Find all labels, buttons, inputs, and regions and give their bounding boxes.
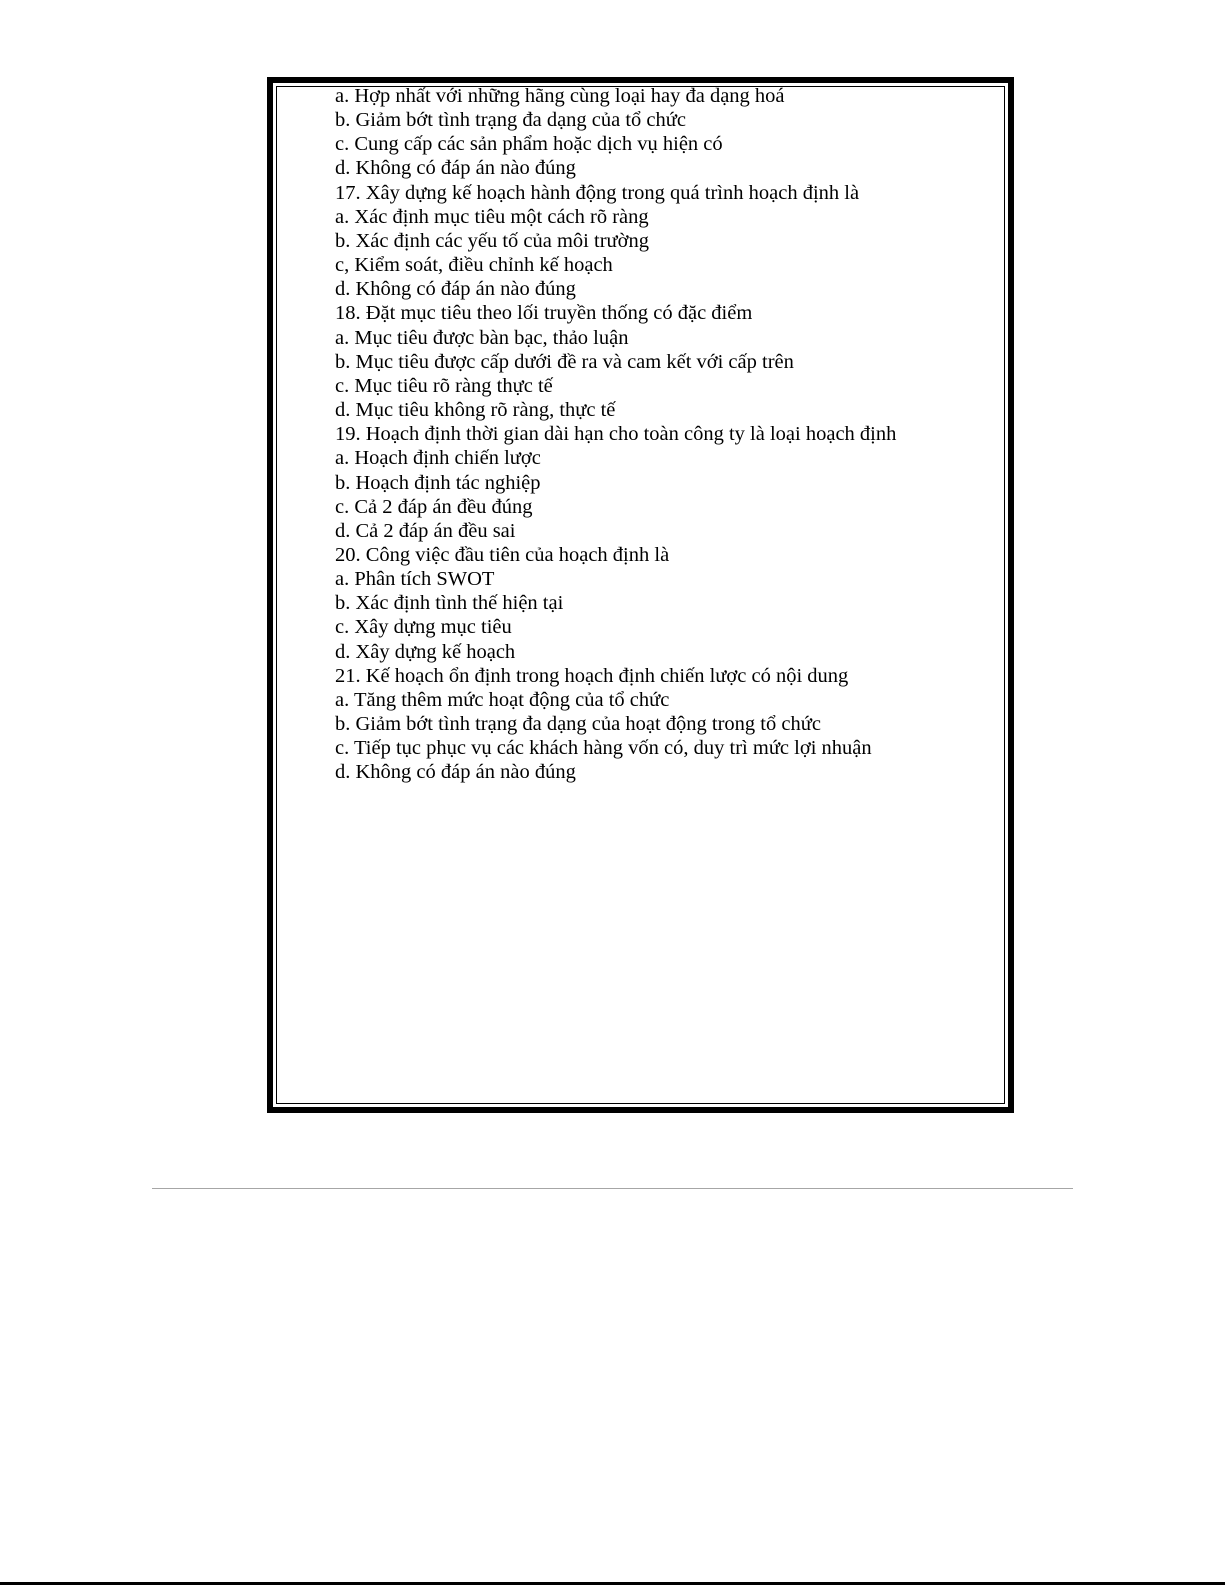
question-18: 18. Đặt mục tiêu theo lối truyền thống có đặc điểm: [335, 302, 753, 325]
question-21: 21. Kế hoạch ổn định trong hoạch định chiến lược có nội dung: [335, 664, 849, 687]
document-text: [335, 84, 995, 785]
question-20: 20. Công việc đầu tiên của hoạch định là: [335, 543, 670, 566]
answer-option: c. Tiếp tục phục vụ các khách hàng vốn có, duy trì mức lợi nhuận: [335, 737, 872, 760]
answer-option: a. Hoạch định chiến lược: [335, 447, 541, 470]
answer-option: b. Giảm bớt tình trạng đa dạng của tổ chức: [335, 109, 686, 132]
question-19: 19. Hoạch định thời gian dài hạn cho toàn công ty là loại hoạch định: [335, 423, 897, 446]
answer-option: b. Mục tiêu được cấp dưới đề ra và cam kết với cấp trên: [335, 350, 794, 373]
answer-option: d. Không có đáp án nào đúng: [335, 761, 576, 784]
answer-option: a. Xác định mục tiêu một cách rõ ràng: [335, 205, 649, 228]
answer-option: d. Cả 2 đáp án đều sai: [335, 519, 516, 542]
answer-option: c. Cả 2 đáp án đều đúng: [335, 495, 533, 518]
answer-option: a. Mục tiêu được bàn bạc, thảo luận: [335, 326, 629, 349]
answer-option: a. Hợp nhất với những hãng cùng loại hay đa dạng hoá: [335, 85, 785, 107]
answer-option: b. Xác định tình thế hiện tại: [335, 592, 564, 615]
answer-option: b. Giảm bớt tình trạng đa dạng của hoạt động trong tổ chức: [335, 713, 821, 736]
page-separator: [152, 1188, 1073, 1189]
answer-option: b. Hoạch định tác nghiệp: [335, 471, 541, 494]
answer-option: c. Cung cấp các sản phẩm hoặc dịch vụ hiện có: [335, 133, 723, 156]
answer-option: a. Tăng thêm mức hoạt động của tổ chức: [335, 688, 670, 711]
question-17: 17. Xây dựng kế hoạch hành động trong quá trình hoạch định là: [335, 181, 860, 204]
answer-option: c. Xây dựng mục tiêu: [335, 616, 512, 639]
answer-option: c, Kiểm soát, điều chỉnh kế hoạch: [335, 254, 613, 277]
answer-option: d. Không có đáp án nào đúng: [335, 278, 576, 301]
answer-option: d. Không có đáp án nào đúng: [335, 157, 576, 180]
answer-option: d. Xây dựng kế hoạch: [335, 640, 516, 663]
answer-option: a. Phân tích SWOT: [335, 568, 495, 591]
answer-option: b. Xác định các yếu tố của môi trường: [335, 229, 649, 252]
answer-option: c. Mục tiêu rõ ràng thực tế: [335, 374, 553, 397]
answer-option: d. Mục tiêu không rõ ràng, thực tế: [335, 399, 616, 422]
